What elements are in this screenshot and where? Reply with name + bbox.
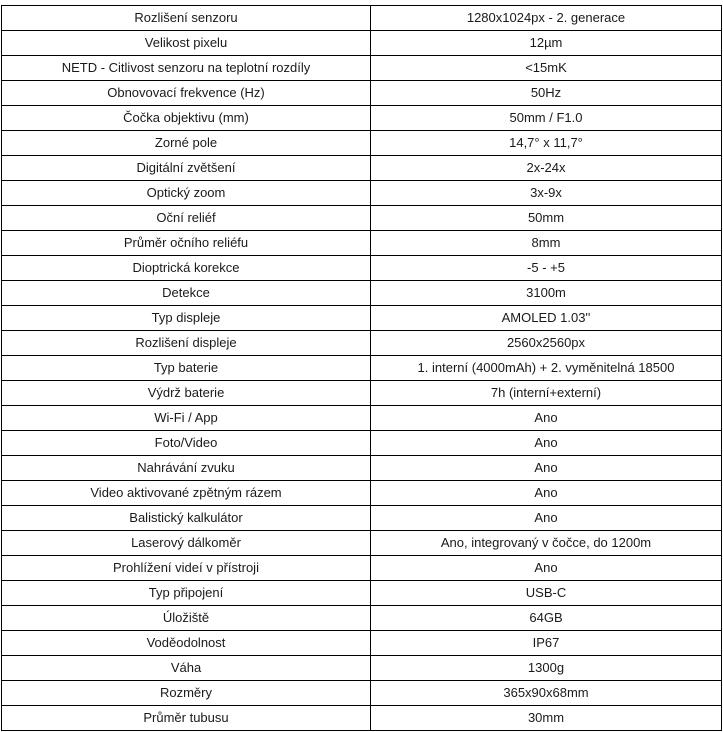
spec-value: 30mm (371, 706, 722, 731)
spec-value: Ano (371, 556, 722, 581)
table-row (2, 306, 722, 331)
table-row (2, 706, 722, 731)
spec-label: Typ baterie (2, 356, 371, 381)
spec-label: Čočka objektivu (mm) (2, 106, 371, 131)
spec-value: 1280x1024px - 2. generace (371, 6, 722, 31)
table-row (2, 131, 722, 156)
table-row (2, 356, 722, 381)
spec-label: Oční reliéf (2, 206, 371, 231)
spec-value: 3100m (371, 281, 722, 306)
spec-label: Rozlišení displeje (2, 331, 371, 356)
spec-value: AMOLED 1.03'' (371, 306, 722, 331)
table-row (2, 656, 722, 681)
spec-value: Ano (371, 456, 722, 481)
spec-value: Ano (371, 481, 722, 506)
table-row (2, 56, 722, 81)
spec-label: Laserový dálkoměr (2, 531, 371, 556)
spec-value: 64GB (371, 606, 722, 631)
spec-label: Detekce (2, 281, 371, 306)
spec-label: Průměr tubusu (2, 706, 371, 731)
table-row (2, 631, 722, 656)
table-row (2, 681, 722, 706)
spec-label: Váha (2, 656, 371, 681)
spec-value: 8mm (371, 231, 722, 256)
spec-value: 365x90x68mm (371, 681, 722, 706)
spec-label: Rozměry (2, 681, 371, 706)
spec-label: Optický zoom (2, 181, 371, 206)
table-row (2, 381, 722, 406)
table-row (2, 431, 722, 456)
spec-value: 50Hz (371, 81, 722, 106)
spec-label: Zorné pole (2, 131, 371, 156)
spec-label: Obnovovací frekvence (Hz) (2, 81, 371, 106)
table-row (2, 31, 722, 56)
spec-value: 12µm (371, 31, 722, 56)
spec-value: 3x-9x (371, 181, 722, 206)
spec-label: Balistický kalkulátor (2, 506, 371, 531)
spec-value: 2560x2560px (371, 331, 722, 356)
spec-value: 50mm (371, 206, 722, 231)
table-row (2, 81, 722, 106)
spec-label: Nahrávání zvuku (2, 456, 371, 481)
spec-value: Ano (371, 406, 722, 431)
spec-value: 50mm / F1.0 (371, 106, 722, 131)
table-row (2, 181, 722, 206)
spec-label: Voděodolnost (2, 631, 371, 656)
table-row (2, 406, 722, 431)
spec-label: Prohlížení videí v přístroji (2, 556, 371, 581)
table-row (2, 606, 722, 631)
spec-label: Úložiště (2, 606, 371, 631)
spec-value: 1300g (371, 656, 722, 681)
spec-label: Foto/Video (2, 431, 371, 456)
table-row (2, 581, 722, 606)
table-row (2, 106, 722, 131)
table-row (2, 156, 722, 181)
spec-value: 1. interní (4000mAh) + 2. vyměnitelná 18500 (371, 356, 722, 381)
spec-label: Digitální zvětšení (2, 156, 371, 181)
spec-label: Typ připojení (2, 581, 371, 606)
spec-value: Ano (371, 431, 722, 456)
table-row (2, 556, 722, 581)
table-row (2, 231, 722, 256)
table-row (2, 481, 722, 506)
spec-value: Ano (371, 506, 722, 531)
spec-value: USB-C (371, 581, 722, 606)
spec-value: 7h (interní+externí) (371, 381, 722, 406)
spec-value: 14,7° x 11,7° (371, 131, 722, 156)
spec-value: 2x-24x (371, 156, 722, 181)
spec-label: NETD - Citlivost senzoru na teplotní rozdíly (2, 56, 371, 81)
spec-label: Typ displeje (2, 306, 371, 331)
spec-label: Wi-Fi / App (2, 406, 371, 431)
spec-label: Průměr očního reliéfu (2, 231, 371, 256)
table-row (2, 6, 722, 31)
table-row (2, 506, 722, 531)
spec-value: Ano, integrovaný v čočce, do 1200m (371, 531, 722, 556)
table-row (2, 281, 722, 306)
spec-value: -5 - +5 (371, 256, 722, 281)
spec-value: IP67 (371, 631, 722, 656)
spec-label: Výdrž baterie (2, 381, 371, 406)
spec-value: <15mK (371, 56, 722, 81)
table-row (2, 256, 722, 281)
table-row (2, 531, 722, 556)
spec-label: Dioptrická korekce (2, 256, 371, 281)
spec-label: Rozlišení senzoru (2, 6, 371, 31)
spec-table (1, 5, 722, 731)
spec-label: Velikost pixelu (2, 31, 371, 56)
spec-label: Video aktivované zpětným rázem (2, 481, 371, 506)
table-row (2, 331, 722, 356)
spec-table-body (2, 6, 722, 731)
table-row (2, 206, 722, 231)
table-row (2, 456, 722, 481)
